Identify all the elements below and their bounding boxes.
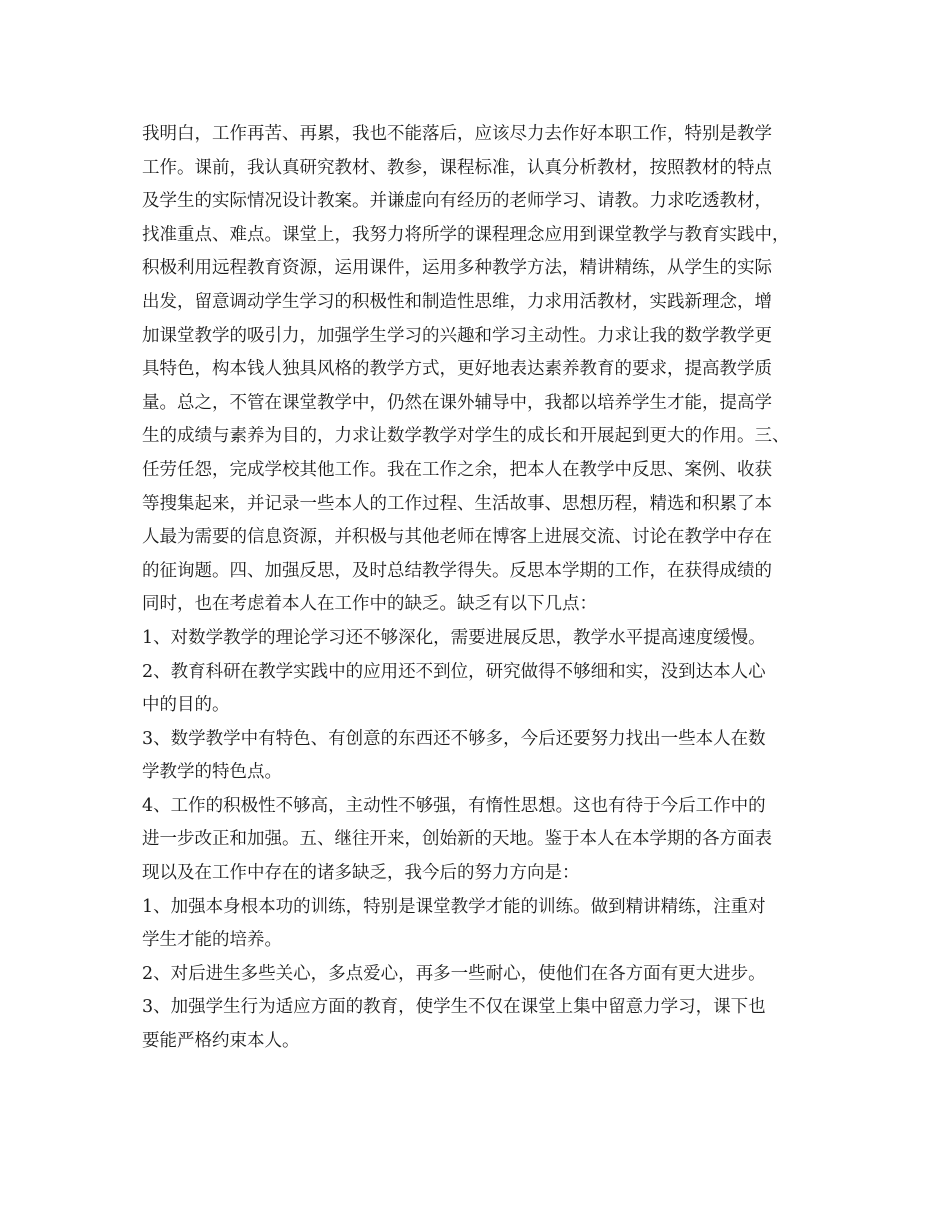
list-item-line: 进一步改正和加强。五、继往开来，创始新的天地。鉴于本人在本学期的各方面表 [142,829,772,850]
text-line: 同时，也在考虑着本人在工作中的缺乏。缺乏有以下几点： [142,594,597,615]
text-line: 等搜集起来，并记录一些本人的工作过程、生活故事、思想历程，精选和积累了本 [142,493,772,514]
list-item-line: 1、对数学教学的理论学习还不够深化，需要进展反思，教学水平提高速度缓慢。 [142,627,766,648]
list-item-line: 2、教育科研在教学实践中的应用还不到位，研究做得不够细和实，没到达本人心 [142,661,766,682]
list-item-line: 学教学的特色点。 [142,762,282,783]
text-line: 具特色，构本钱人独具风格的教学方式，更好地表达素养教育的要求，提高教学质 [142,359,772,380]
list-item-line: 3、数学教学中有特色、有创意的东西还不够多，今后还要努力找出一些本人在数 [142,728,766,749]
list-item-line: 1、加强本身根本功的训练，特别是课堂教学才能的训练。做到精讲精练，注重对 [142,896,766,917]
list-item-line: 现以及在工作中存在的诸多缺乏，我今后的努力方向是： [142,863,580,884]
text-line: 出发，留意调动学生学习的积极性和制造性思维，力求用活教材，实践新理念，增 [142,291,772,312]
text-line: 及学生的实际情况设计教案。并谦虚向有经历的老师学习、请教。力求吃透教材， [142,191,772,212]
text-line: 积极利用远程教育资源，运用课件，运用多种教学方法，精讲精练，从学生的实际 [142,258,772,279]
text-line: 量。总之，不管在课堂教学中，仍然在课外辅导中，我都以培养学生才能，提高学 [142,392,772,413]
text-line: 的征询题。四、加强反思，及时总结教学得失。反思本学期的工作，在获得成绩的 [142,560,772,581]
text-line: 加课堂教学的吸引力，加强学生学习的兴趣和学习主动性。力求让我的数学教学更 [142,325,772,346]
text-line: 生的成绩与素养为目的，力求让数学教学对学生的成长和开展起到更大的作用。三、 [142,426,790,447]
document-body [142,118,822,1059]
list-item-line: 学生才能的培养。 [142,930,282,951]
text-line: 找准重点、难点。课堂上，我努力将所学的课程理念应用到课堂教学与教育实践中， [142,224,790,245]
list-item-line: 2、对后进生多些关心，多点爱心，再多一些耐心，使他们在各方面有更大进步。 [142,963,766,984]
list-item-line: 3、加强学生行为适应方面的教育，使学生不仅在课堂上集中留意力学习，课下也 [142,997,766,1018]
text-line: 工作。课前，我认真研究教材、教参，课程标准，认真分析教材，按照教材的特点 [142,157,772,178]
list-item-line: 4、工作的积极性不够高，主动性不够强，有惰性思想。这也有待于今后工作中的 [142,795,766,816]
text-line: 人最为需要的信息资源，并积极与其他老师在博客上进展交流、讨论在教学中存在 [142,527,772,548]
text-line: 我明白，工作再苦、再累，我也不能落后，应该尽力去作好本职工作，特别是教学 [142,124,772,144]
list-item-line: 中的目的。 [142,695,230,716]
list-item-line: 要能严格约束本人。 [142,1031,300,1052]
text-line: 任劳任怨，完成学校其他工作。我在工作之余，把本人在教学中反思、案例、收获 [142,459,772,480]
